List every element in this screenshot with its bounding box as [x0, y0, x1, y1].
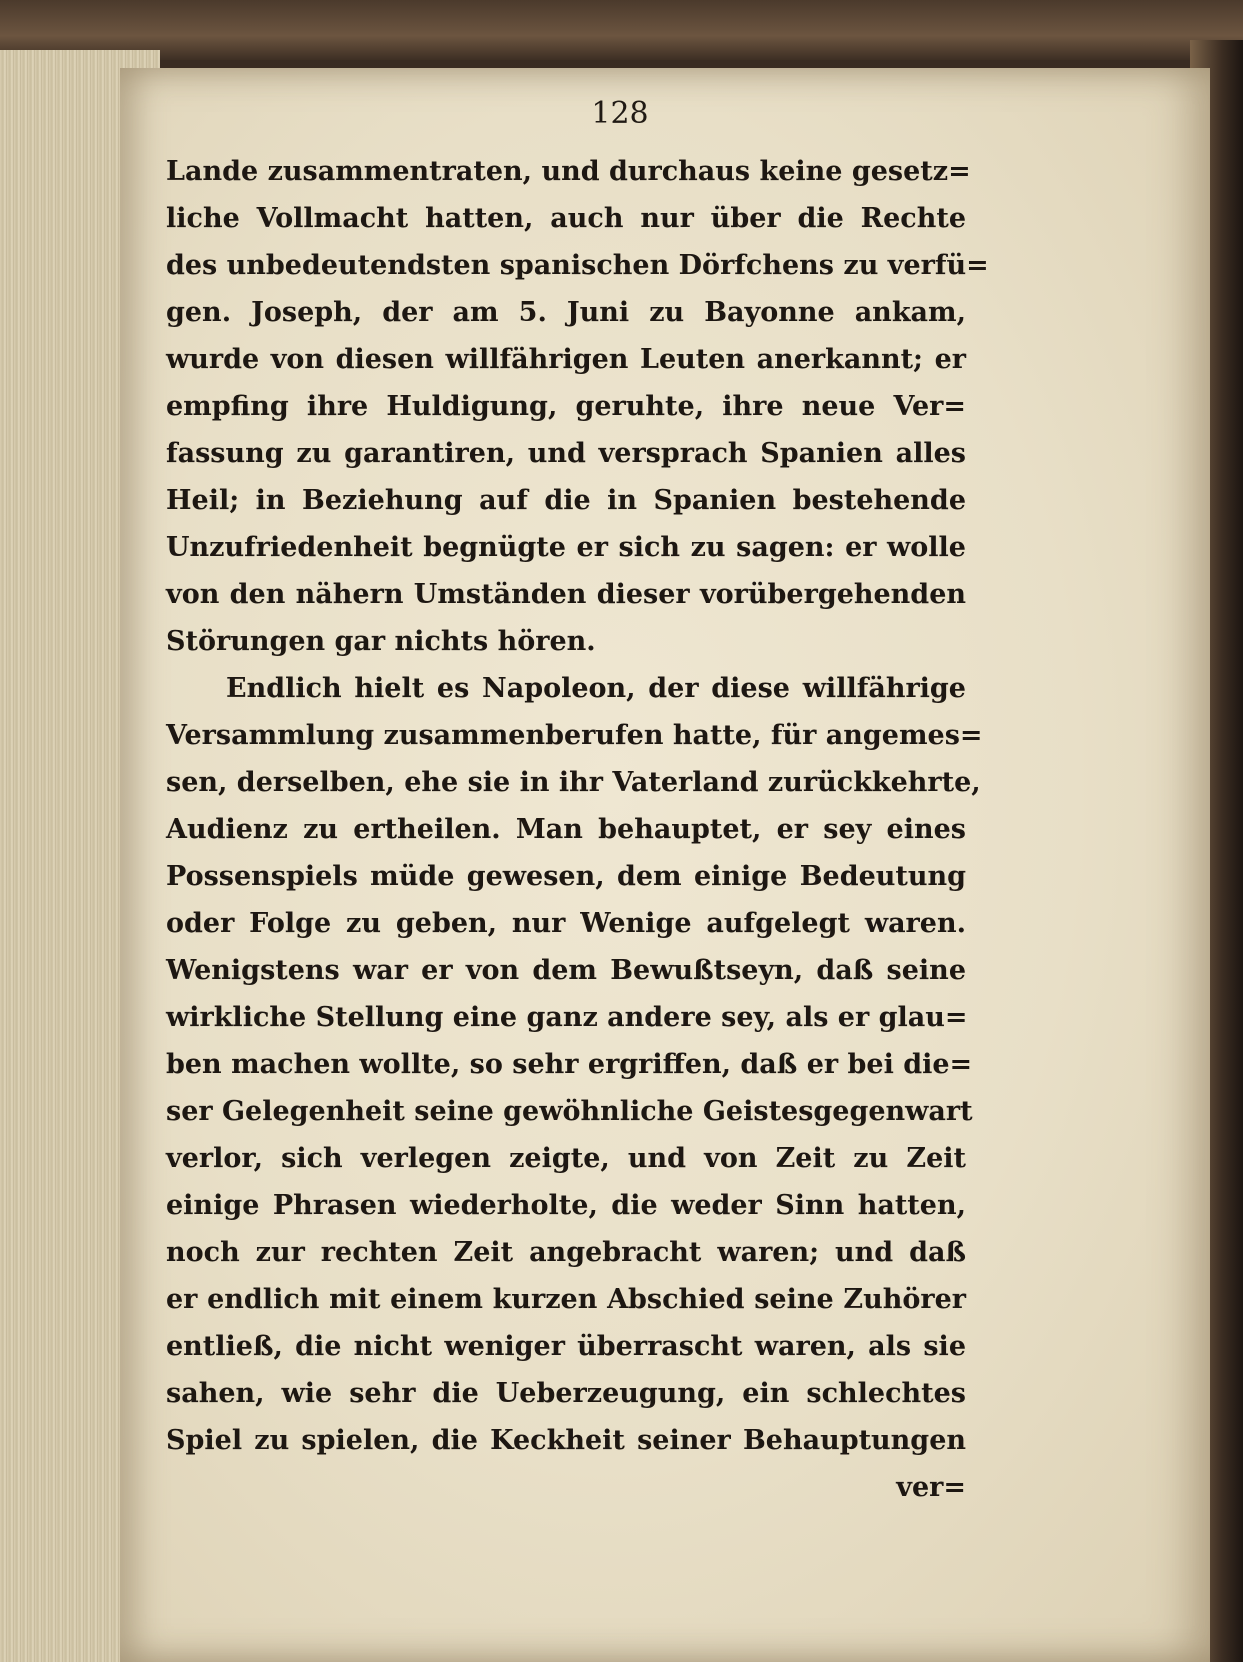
- text-line: liche Vollmacht hatten, auch nur über die Rechte: [166, 203, 966, 234]
- text-line: entließ, die nicht weniger überrascht waren, als sie: [166, 1331, 966, 1362]
- text-line: des unbedeutendsten spanischen Dörfchens zu verfü=: [166, 250, 989, 281]
- body-text: [166, 148, 989, 1511]
- text-line: noch zur rechten Zeit angebracht waren; und daß: [166, 1237, 966, 1268]
- text-line: er endlich mit einem kurzen Abschied seine Zuhörer: [166, 1284, 966, 1315]
- text-line: sahen, wie sehr die Ueberzeugung, ein schlechtes: [166, 1378, 966, 1409]
- page-number: 128: [591, 96, 649, 131]
- catchword: ver=: [896, 1472, 966, 1503]
- text-line: ser Gelegenheit seine gewöhnliche Geistesgegenwart: [166, 1096, 973, 1127]
- text-line: von den nähern Umständen dieser vorübergehenden: [166, 579, 966, 610]
- text-line: verlor, sich verlegen zeigte, und von Zeit zu Zeit: [166, 1143, 966, 1174]
- text-line-paragraph-start: Endlich hielt es Napoleon, der diese willfährige: [226, 673, 966, 704]
- text-line: Lande zusammentraten, und durchaus keine gesetz=: [166, 156, 971, 187]
- text-line: oder Folge zu geben, nur Wenige aufgelegt waren.: [166, 908, 966, 939]
- text-line: Audienz zu ertheilen. Man behauptet, er sey eines: [166, 814, 966, 845]
- text-line: fassung zu garantiren, und versprach Spanien alles: [166, 438, 966, 469]
- text-line: ben machen wollte, so sehr ergriffen, daß er bei die=: [166, 1049, 973, 1080]
- text-line: empfing ihre Huldigung, geruhte, ihre neue Ver=: [166, 391, 966, 422]
- text-line: Possenspiels müde gewesen, dem einige Bedeutung: [166, 861, 966, 892]
- text-line-paragraph-end: Störungen gar nichts hören.: [166, 626, 596, 657]
- text-line: wurde von diesen willfährigen Leuten anerkannt; er: [166, 344, 966, 375]
- text-line: Heil; in Beziehung auf die in Spanien bestehende: [166, 485, 966, 516]
- text-line: gen. Joseph, der am 5. Juni zu Bayonne ankam,: [166, 297, 966, 328]
- text-line: sen, derselben, ehe sie in ihr Vaterland zurückkehrte,: [166, 767, 981, 798]
- text-line: Unzufriedenheit begnügte er sich zu sagen: er wolle: [166, 532, 966, 563]
- text-line: Wenigstens war er von dem Bewußtseyn, daß seine: [166, 955, 966, 986]
- text-line: Versammlung zusammenberufen hatte, für angemes=: [166, 720, 983, 751]
- text-line: wirkliche Stellung eine ganz andere sey, als er glau=: [166, 1002, 968, 1033]
- book-cover-edge: [0, 0, 1243, 60]
- text-line: Spiel zu spielen, die Keckheit seiner Behauptungen: [166, 1425, 966, 1456]
- text-line: einige Phrasen wiederholte, die weder Sinn hatten,: [166, 1190, 966, 1221]
